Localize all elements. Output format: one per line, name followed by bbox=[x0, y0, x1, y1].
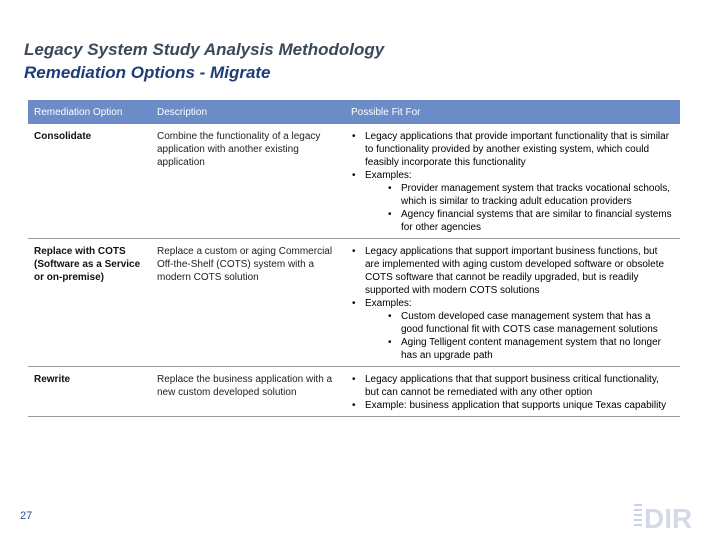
list-item: • Provider management system that tracks vocational schools, which is similar to tracking adult education providers bbox=[401, 182, 674, 208]
list-item bbox=[365, 297, 674, 362]
header-possible-fit: Possible Fit For bbox=[345, 100, 680, 124]
header-description: Description bbox=[151, 100, 345, 124]
list-item bbox=[365, 169, 674, 234]
page-number: 27 bbox=[20, 510, 33, 522]
list-item: • Agency financial systems that are similar to financial systems for other agencies bbox=[401, 208, 674, 234]
table-row bbox=[28, 239, 680, 367]
header-remediation-option: Remediation Option bbox=[28, 100, 151, 124]
table-row bbox=[28, 367, 680, 417]
description-cell: Replace a custom or aging Commercial Off-the-Shelf (COTS) system with a modern COTS solution bbox=[151, 239, 345, 367]
title-line-2: Remediation Options - Migrate bbox=[24, 63, 271, 82]
fit-cell bbox=[345, 124, 680, 239]
list-item: • Custom developed case management system that has a good functional fit with COTS case management solutions bbox=[401, 310, 674, 336]
table-row bbox=[28, 124, 680, 239]
description-cell: Combine the functionality of a legacy application with another existing application bbox=[151, 124, 345, 239]
option-cell: Replace with COTS (Software as a Service or on-premise) bbox=[28, 239, 151, 367]
dir-logo bbox=[632, 500, 710, 534]
fit-cell bbox=[345, 367, 680, 417]
logo-text: DIR bbox=[644, 503, 693, 534]
fit-list bbox=[351, 245, 674, 362]
list-item: • Legacy applications that provide important functionality that is similar to functionality provided by another existing system, which could feasibly incorporate this functionality bbox=[365, 130, 674, 169]
examples-label: Examples: bbox=[365, 170, 412, 181]
fit-list bbox=[351, 373, 674, 412]
option-cell: Rewrite bbox=[28, 367, 151, 417]
option-cell: Consolidate bbox=[28, 124, 151, 239]
list-item: • Legacy applications that support important business functions, but are implemented with aging custom developed software or obsolete COTS software that cannot be readily upgraded, but is readily supported with modern COTS solutions bbox=[365, 245, 674, 297]
examples-list bbox=[365, 310, 674, 362]
slide-title bbox=[24, 38, 384, 84]
list-item: • Example: business application that supports unique Texas capability bbox=[365, 399, 674, 412]
examples-label: Examples: bbox=[365, 298, 412, 309]
fit-cell bbox=[345, 239, 680, 367]
table-header-row bbox=[28, 100, 680, 124]
examples-list bbox=[365, 182, 674, 234]
remediation-options-table bbox=[28, 100, 680, 417]
title-line-1: Legacy System Study Analysis Methodology bbox=[24, 40, 385, 59]
fit-list bbox=[351, 130, 674, 234]
description-cell: Replace the business application with a new custom developed solution bbox=[151, 367, 345, 417]
list-item: • Legacy applications that that support business critical functionality, but can cannot be remediated with any other option bbox=[365, 373, 674, 399]
list-item: • Aging Telligent content management system that no longer has an upgrade path bbox=[401, 336, 674, 362]
